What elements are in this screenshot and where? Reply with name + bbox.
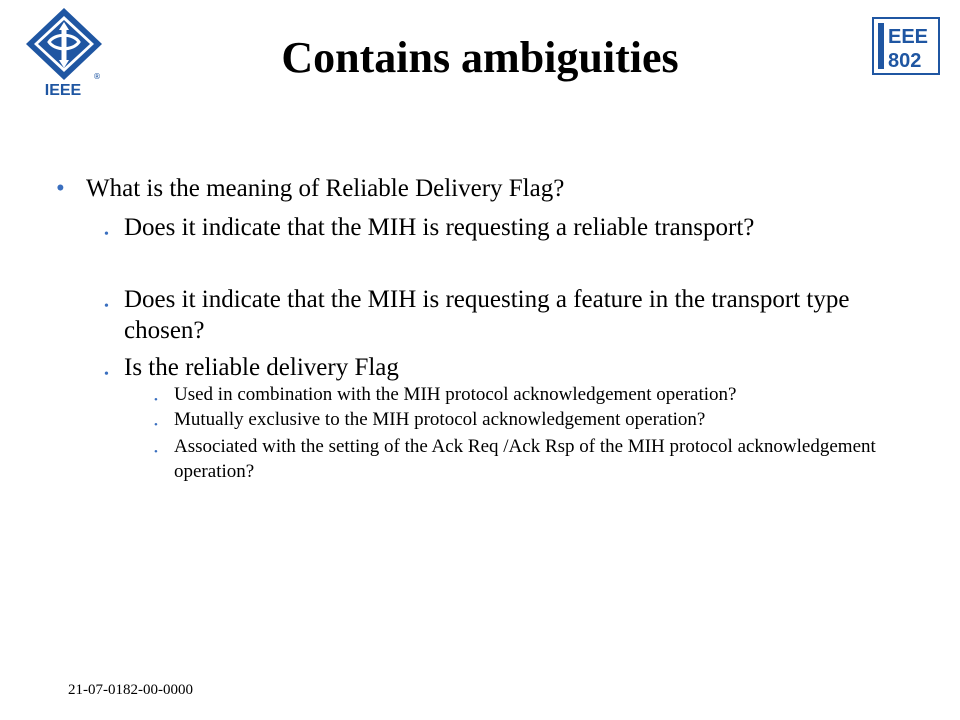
bullet-icon: • — [104, 227, 109, 242]
bullet-level1 — [56, 171, 906, 207]
bullet-text: Does it indicate that the MIH is requesting a feature in the transport type chosen? — [124, 286, 850, 344]
bullet-icon: • — [154, 394, 158, 406]
bullet-text: Is the reliable delivery Flag — [124, 354, 399, 381]
registered-mark: ® — [93, 72, 101, 81]
slide-title: Contains ambiguities — [281, 33, 679, 82]
bullet-level2 — [104, 212, 904, 243]
bullet-icon: • — [104, 299, 109, 314]
bullet-text: Does it indicate that the MIH is requesting a reliable transport? — [124, 214, 755, 241]
ieee-logo-text: IEEE — [44, 82, 82, 98]
bullet-icon: • — [154, 419, 158, 431]
bullet-level3 — [154, 407, 914, 432]
bullet-level3 — [154, 382, 914, 407]
bullet-icon: • — [104, 367, 109, 382]
bullet-icon: • — [154, 446, 158, 458]
slide-footer-doc-number: 21-07-0182-00-0000 — [68, 682, 193, 698]
bullet-text: Associated with the setting of the Ack Req /Ack Rsp of the MIH protocol acknowledgement operation? — [174, 436, 876, 482]
bullet-level2 — [104, 284, 904, 346]
bullet-level3 — [154, 434, 914, 484]
ieee-802-line2: 802 — [888, 50, 922, 72]
bullet-level2 — [104, 352, 904, 383]
ieee-802-line1: EEE — [888, 26, 929, 48]
bullet-text: What is the meaning of Reliable Delivery Flag? — [86, 175, 565, 202]
bullet-text: Mutually exclusive to the MIH protocol acknowledgement operation? — [174, 409, 706, 430]
bullet-icon: • — [56, 175, 65, 202]
bullet-text: Used in combination with the MIH protocol acknowledgement operation? — [174, 384, 737, 405]
